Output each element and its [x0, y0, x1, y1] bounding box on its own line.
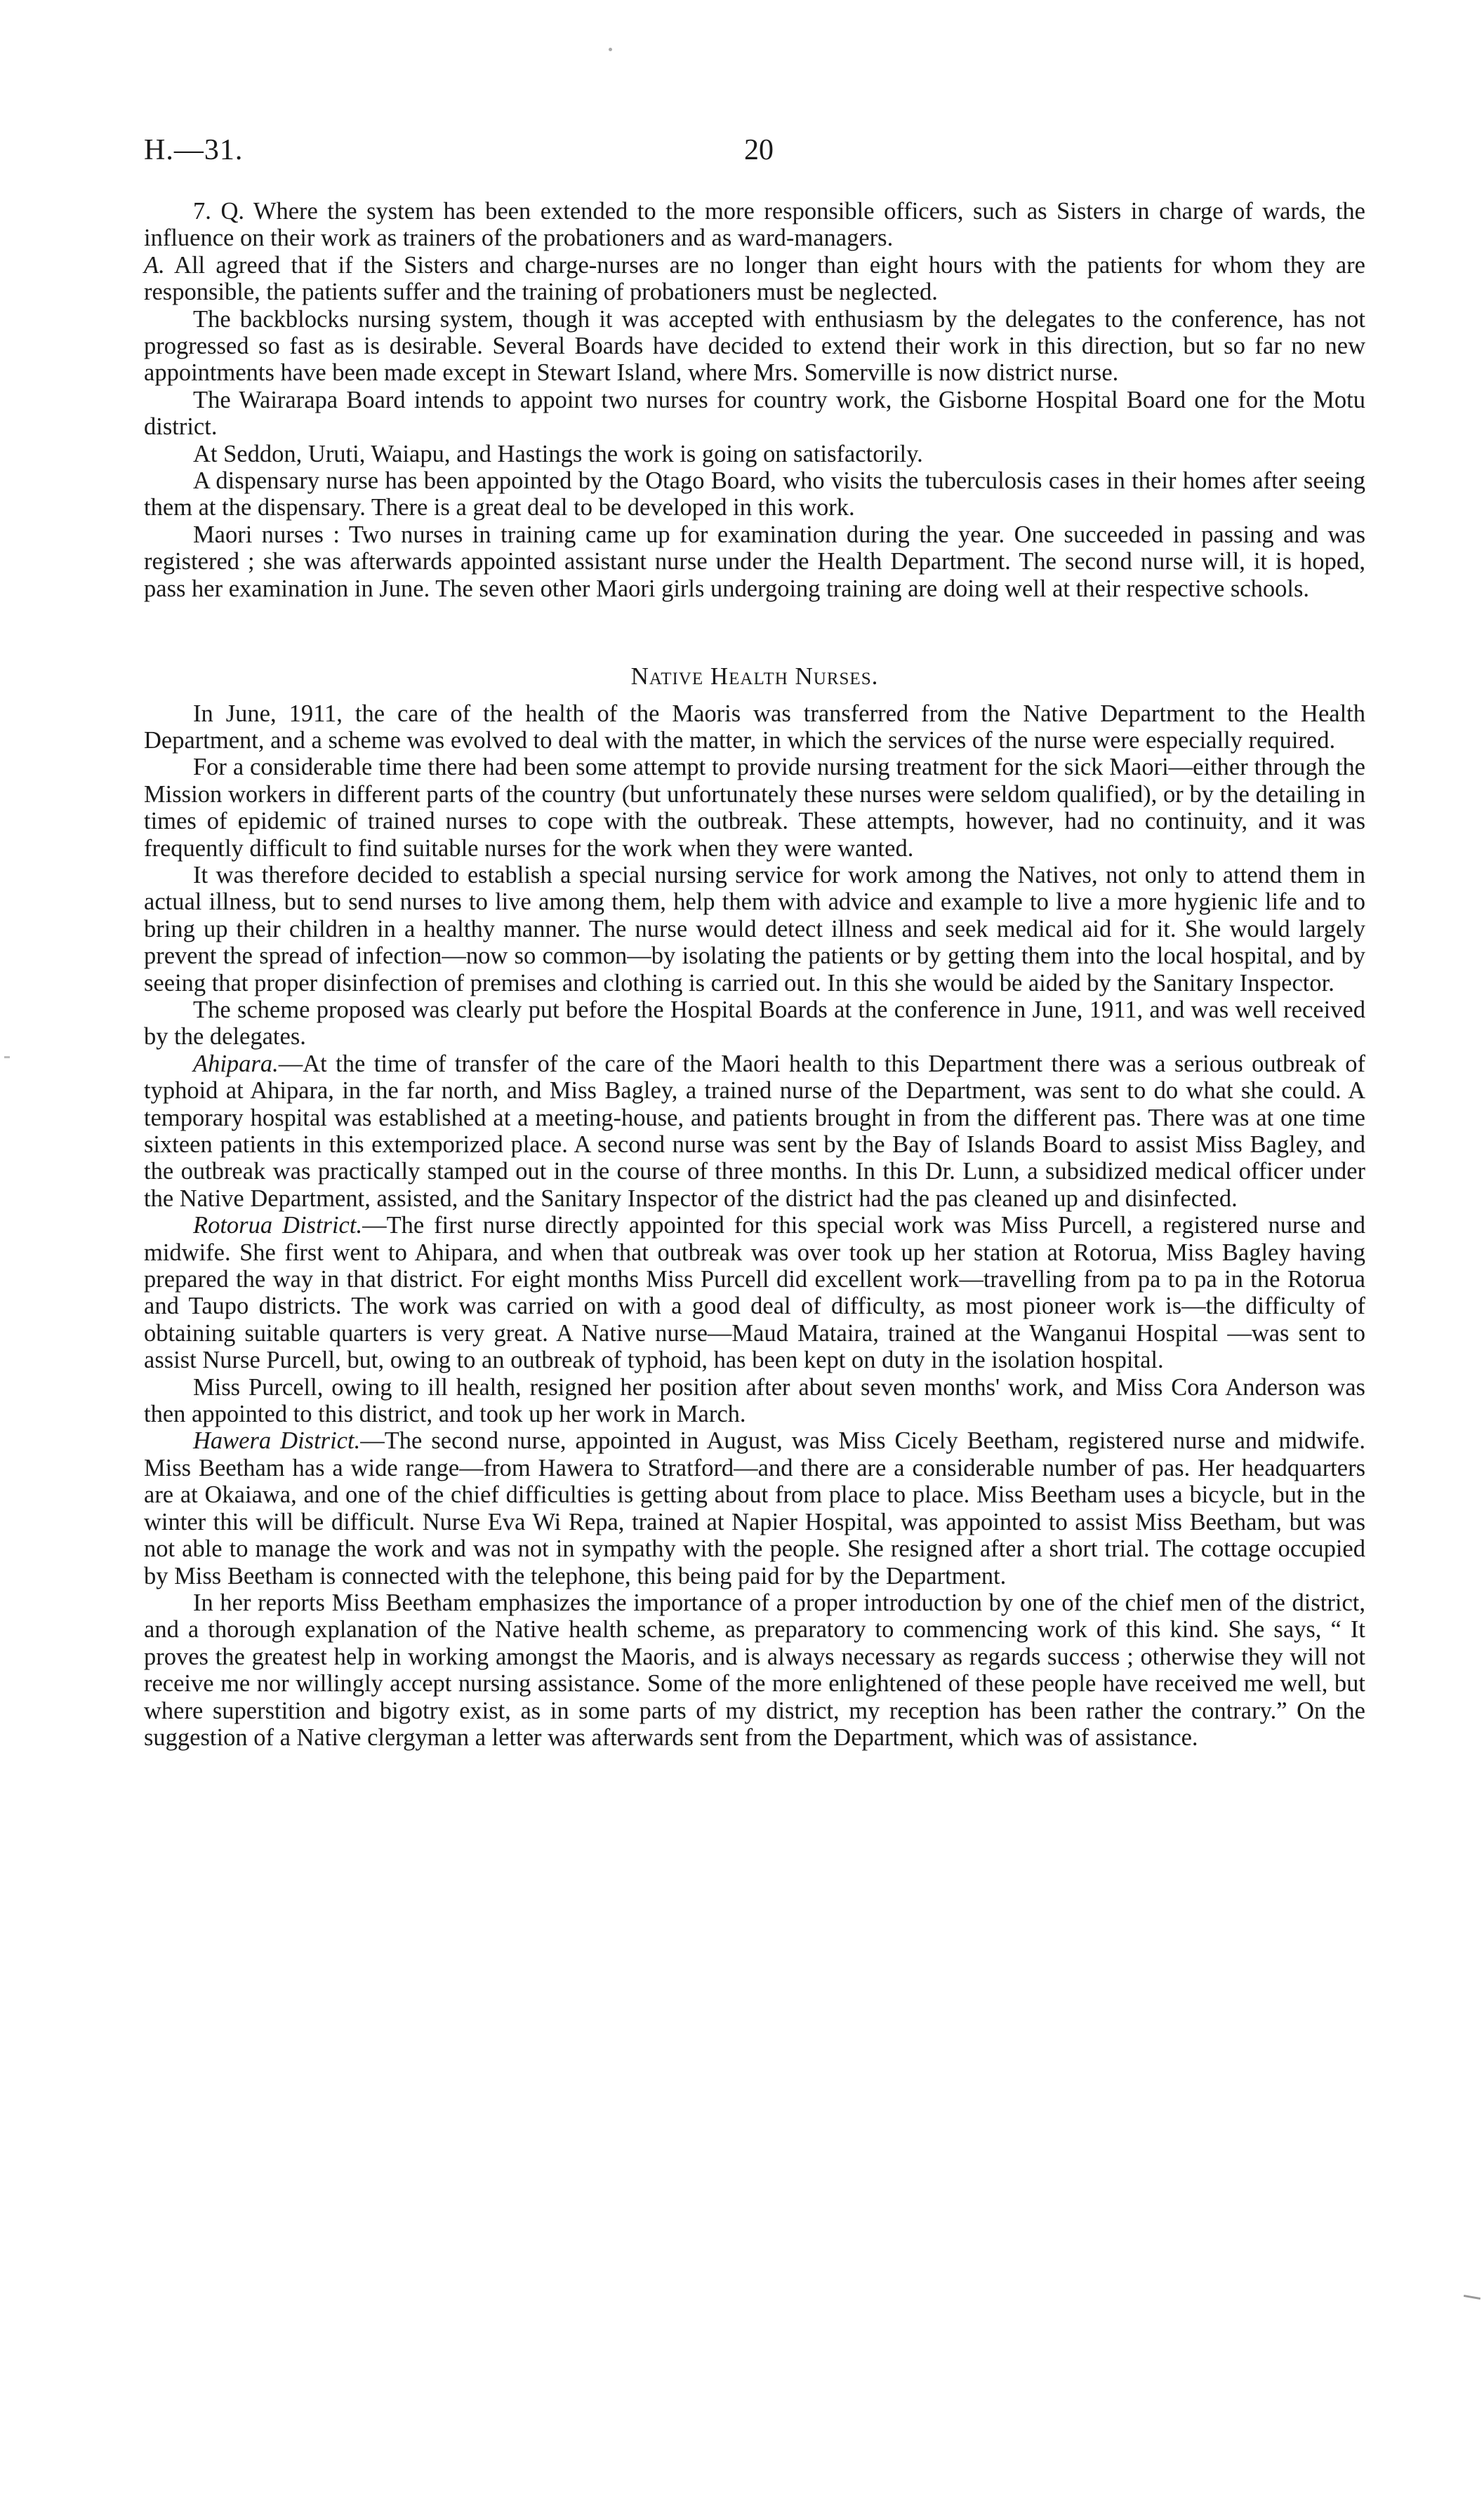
district-text: —The first nurse directly appointed for this special work was Miss Purcell, a registered nurse and midwife. She first went to Ahipara, and when that outbreak was over took up her station at Rotorua, Miss Bagley having prepared the way in that district. For eight months Miss Purcell did excellent work—travelling from pa to pa in the Rotorua and Taupo districts. The work was carried on with a good deal of difficulty, as most pioneer work is—the difficulty of obtaining suitable quarters is very great. A Native nurse—Maud Mataira, trained at the Wanganui Hospital —was sent to assist Nurse Purcell, but, owing to an outbreak of typhoid, has been kept on duty in the isolation hospital.: [144, 1212, 1365, 1374]
question-text: Where the system has been extended to the more responsible officers, such as Sisters in charge of wards, the influence on their work as trainers of the probationers and as ward-managers.: [144, 198, 1365, 252]
paragraph-rotorua: [144, 1212, 1365, 1373]
page-header: [144, 133, 1376, 175]
paragraph-backblocks: The backblocks nursing system, though it was accepted with enthusiasm by the delegates to the conference, has not progressed so fast as is desirable. Several Boards have decided to extend their work in this direction, but so far no new appointments have been made except in Stewart Island, where Mrs. Somerville is now district nurse.: [144, 305, 1365, 387]
section-heading: Native Health Nurses.: [630, 662, 879, 691]
paragraph-hawera: [144, 1427, 1365, 1589]
district-name: Hawera District.: [193, 1427, 361, 1455]
paragraph-considerable-time: For a considerable time there had been some attempt to provide nursing treatment for the sick Maori—either through the Mission workers in different parts of the country (but unfortunately these nurses were seldom qualified), or by the detailing in times of epidemic of trained nurses to cope with the outbreak. These attempts, however, had no continuity, and it was frequently difficult to find suitable nurses for the work when they were wanted.: [144, 754, 1365, 862]
paragraph-question-7: [144, 198, 1365, 306]
paragraph-ahipara: [144, 1051, 1365, 1212]
paragraph-dispensary: A dispensary nurse has been appointed by the Otago Board, who visits the tuberculosis cases in their homes after seeing them at the dispensary. There is a great deal to be developed in this work.: [144, 467, 1365, 521]
answer-label: A.: [144, 251, 165, 279]
district-text: —At the time of transfer of the care of the Maori health to this Department there was a serious outbreak of typhoid at Ahipara, in the far north, and Miss Bagley, a trained nurse of the Department, was sent to do what she could. A temporary hospital was established at a meeting-house, and patients brought in from the different pas. There was at one time sixteen patients in this extemporized place. A second nurse was sent by the Bay of Islands Board to assist Miss Bagley, and the outbreak was practically stamped out in the course of three months. In this Dr. Lunn, a subsidized medical officer under the Native Department, assisted, and the Sanitary Inspector of the district had the pas cleaned up and disinfected.: [144, 1050, 1365, 1212]
body-text: [144, 198, 1365, 1751]
paragraph-wairarapa: The Wairarapa Board intends to appoint two nurses for country work, the Gisborne Hospital Board one for the Motu district.: [144, 386, 1365, 441]
question-label: 7. Q.: [193, 198, 244, 225]
paragraph-transfer: In June, 1911, the care of the health of the Maoris was transferred from the Native Department to the Health Department, and a scheme was evolved to deal with the matter, in which the services of the nurse were especially required.: [144, 700, 1365, 754]
scan-mark-left: [4, 1056, 10, 1058]
paragraph-beetham-reports: In her reports Miss Beetham emphasizes the importance of a proper introduction by one of the chief men of the district, and a thorough explanation of the Native health scheme, as preparatory to commencing work of this kind. She says, “ It proves the greatest help in working amongst the Maoris, and is always necessary as regards success ; otherwise they will not receive me nor willingly accept nursing assistance. Some of the more enlightened of these people have received me well, but where superstition and bigotry exist, as in some parts of my district, my reception has been rather the contrary.” On the suggestion of a Native clergyman a letter was afterwards sent from the Department, which was of assistance.: [144, 1589, 1365, 1751]
scan-mark-right: [1464, 2295, 1480, 2300]
district-name: Ahipara.: [193, 1050, 279, 1077]
page-number: 20: [744, 134, 774, 166]
paragraph-purcell: Miss Purcell, owing to ill health, resigned her position after about seven months' work, and Miss Cora Anderson was then appointed to this district, and took up her work in March.: [144, 1373, 1365, 1428]
district-name: Rotorua District.: [193, 1212, 363, 1239]
paragraph-scheme: The scheme proposed was clearly put before the Hospital Boards at the conference in June, 1911, and was well received by the delegates.: [144, 996, 1365, 1051]
answer-text: All agreed that if the Sisters and charge-nurses are no longer than eight hours with the patients for whom they are responsible, the patients suffer and the training of probationers must be neglected.: [144, 251, 1365, 306]
scan-speck: [609, 48, 612, 51]
paragraph-special-service: It was therefore decided to establish a special nursing service for work among the Natives, not only to attend them in actual illness, but to send nurses to live among them, help them with advice and example to live a more hygienic life and to bring up their children in a healthy manner. The nurse would detect illness and seek medical aid for it. She would largely prevent the spread of infection—now so common—by isolating the patients or by getting them into the local hospital, and by seeing that proper disinfection of premises and clothing is carried out. In this she would be aided by the Sanitary Inspector.: [144, 861, 1365, 996]
district-text: —The second nurse, appointed in August, was Miss Cicely Beetham, registered nurse and midwife. Miss Beetham has a wide range—from Hawera to Stratford—and there are a considerable number of pas. Her headquarters are at Okaiawa, and one of the chief difficulties is getting about from place to place. Miss Beetham uses a bicycle, but in the winter this will be difficult. Nurse Eva Wi Repa, trained at Napier Hospital, was appointed to assist Miss Beetham, but was not able to manage the work and was not in sympathy with the people. She resigned after a short trial. The cottage occupied by Miss Beetham is connected with the telephone, this being paid for by the Department.: [144, 1427, 1365, 1589]
paragraph-maori-nurses: Maori nurses : Two nurses in training came up for examination during the year. One succeeded in passing and was registered ; she was afterwards appointed assistant nurse under the Health Department. The second nurse will, it is hoped, pass her examination in June. The seven other Maori girls undergoing training are doing well at their respective schools.: [144, 521, 1365, 602]
document-reference: H.—31.: [144, 134, 244, 166]
paragraph-seddon: At Seddon, Uruti, Waiapu, and Hastings the work is going on satisfactorily.: [193, 440, 923, 467]
